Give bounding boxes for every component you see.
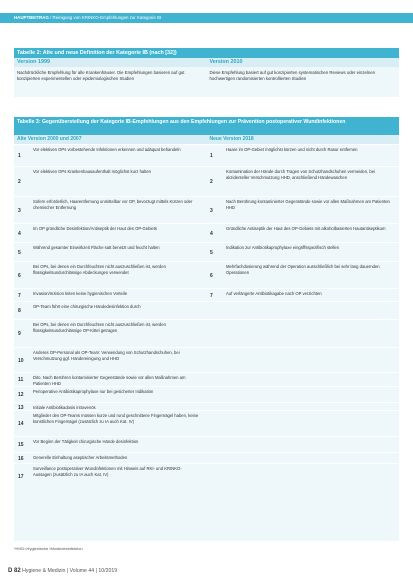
row-number-old: 6 xyxy=(18,272,21,279)
row-text-new: Haare im OP-Gebiet möglichst kürzen und nicht durch Rasur entfernen xyxy=(226,147,358,152)
row-text-old: Vor elektiven OPs vorbestehende Infektionen erkennen und adäquat behandeln xyxy=(33,147,181,152)
row-number-new: 4 xyxy=(210,230,213,237)
table-2-col-new: Version 2010 xyxy=(209,59,243,65)
table-row xyxy=(14,242,399,261)
table-2-title: Tabelle 2: Alte und neue Definition der Kategorie IB (nach [32]) xyxy=(14,48,399,58)
table-row xyxy=(14,347,399,372)
table-3-title: Tabelle 3: Gegenüberstellung der Kategorie IB-Empfehlungen aus den Empfehlungen zur Prävention postoperativer Wundinfektionen xyxy=(14,117,399,135)
table-3-header-row xyxy=(14,135,399,144)
row-text-old: Vor Beginn der Tätigkeit chirurgische Hände desinfektion xyxy=(33,439,139,444)
row-number-old: 17 xyxy=(18,474,24,480)
row-number-old: 5 xyxy=(18,249,21,256)
row-text-old: Vor elektiven OPs Krankenhausaufenthalt möglichst kurz halten xyxy=(33,169,152,174)
table-2 xyxy=(14,48,399,97)
row-text-old: Während gesamter Einwirkzeit Fläche satt benetzt und feucht halten xyxy=(33,245,160,250)
row-number-old: 8 xyxy=(18,308,21,314)
row-text-new xyxy=(226,348,396,350)
row-text-new xyxy=(226,453,396,455)
row-text-old: Dito. Nach Berühren kontaminierter Gegenstände sowie vor allen Maßnahmen am Patienten HHD xyxy=(33,375,186,387)
row-text-new xyxy=(226,373,396,375)
row-text-new xyxy=(226,411,396,413)
row-number-old: 14 xyxy=(18,421,24,427)
row-text-new: Gründliche Antiseptik der Haut des OP-Gebiets mit alkoholbasierten Hautantiseptikum xyxy=(226,226,386,231)
row-number-old: 13 xyxy=(18,405,24,411)
table-row xyxy=(14,463,399,489)
table-2-col-old: Version 1999 xyxy=(17,59,50,65)
table-3-col-new: Neue Version 2018 xyxy=(209,136,254,142)
row-text-new xyxy=(226,302,396,304)
row-number-new: 3 xyxy=(210,207,213,214)
row-number-new: 5 xyxy=(210,249,213,256)
table-row xyxy=(14,436,399,452)
row-text-old: Im OP gründliche Desinfektion/Antiseptik der Haut des OP-Gebiets xyxy=(33,226,157,231)
table-row xyxy=(14,223,399,242)
row-text-new: Nach Berührung kontaminierter Gegenstände sowie vor allen Maßnahmen am Patienten HHD xyxy=(226,199,390,211)
row-text-old: Perioperative Antibiotikaprophylaxe nur bei gesicherter Indikation xyxy=(33,389,154,394)
table-row xyxy=(14,261,399,288)
header-subtitle: / Reinigung von KRINKO-Empfehlungen zur Kategorie IB xyxy=(48,15,162,20)
row-text-new xyxy=(226,387,396,389)
row-number-old: 1 xyxy=(18,153,21,159)
row-text-old: Bei OPs, bei denen ein Durchfeuchten nicht auszuschließen ist, werden flüssigkeitsundurchlässige Abdeckungen verwendet xyxy=(33,264,166,276)
row-number-new: 1 xyxy=(210,153,213,159)
row-text-new xyxy=(226,403,396,405)
table-row xyxy=(14,410,399,436)
row-number-old: 9 xyxy=(18,331,21,337)
table-row xyxy=(14,196,399,223)
row-text-old: Bei OPs, bei denen ein Durchfeuchten nicht auszuschließen ist, werden flüssigkeitsundurchlässige OP-Kittel getragen xyxy=(33,322,166,334)
row-text-new xyxy=(226,437,396,439)
row-text-new: Kontamination der Hände durch Tragen von Schutzhandschuhen vermeiden, bei akzidenteller Verschmutzung HHD, anschließend Händewaschen xyxy=(226,169,375,181)
row-text-old: OP-Team führt eine chirurgische Händedesinfektion durch xyxy=(33,304,141,309)
row-text-new xyxy=(226,320,396,322)
table-row xyxy=(14,144,399,166)
row-text-old: Initiale Antibiotikadosis intravenös xyxy=(33,405,96,410)
table-row xyxy=(14,319,399,347)
row-text-old: Anderes OP-Personal als OP-Team: Verwendung von Schutzhandschuhen, bei Verschmutzung ggf. Händereinigung und HHD xyxy=(33,350,180,362)
table-row xyxy=(14,452,399,463)
row-text-old: Mitglieder des OP-Teams müssen kurze und rund geschnittene Fingernägel haben, keine künstlichen Fingernägel (zusätzlich zu IA auch Kat. IV) xyxy=(33,413,199,425)
table-row xyxy=(14,372,399,386)
row-text-old: Generelle Einhaltung aseptischer Arbeitsmethoden xyxy=(33,455,128,460)
table-row xyxy=(14,301,399,319)
journal-citation: Hygiene & Medizin | Volume 44 | 10/2019 xyxy=(22,568,118,574)
row-text-new xyxy=(226,464,396,466)
running-header xyxy=(0,13,413,23)
row-number-old: 15 xyxy=(18,442,24,448)
table-row xyxy=(14,386,399,402)
row-number-new: 6 xyxy=(210,272,213,279)
row-number-old: 11 xyxy=(18,377,24,383)
table-2-header-row xyxy=(14,58,399,67)
table-3-col-old: Alte Version 2000 und 2007 xyxy=(17,136,82,142)
running-header-text xyxy=(14,13,161,23)
row-number-old: 3 xyxy=(18,207,21,214)
row-text-old: Surveillance postoperativer Wundinfektionen mit Hinweis auf RKI- und KRINKO-Aussagen (zusätzlich zu IA auch Kat. IV) xyxy=(33,466,182,478)
row-text-old: Invasion/Inzision leiten keine hygienischen Vorteile xyxy=(33,291,128,296)
table-row xyxy=(14,288,399,301)
row-number-old: 12 xyxy=(18,392,24,398)
row-number-new: 7 xyxy=(210,292,213,299)
row-number-old: 7 xyxy=(18,292,21,299)
row-text-new: Auf verlängerte Antibiotikagabe nach OP verzichten xyxy=(226,291,322,296)
table-2-text-old: Nachdrückliche Empfehlung für alle Krankenhäuser. Die Empfehlungen basieren auf gut konzipierten experimentellen oder epidemiologischen Studien xyxy=(17,70,185,82)
table-2-body-row xyxy=(14,67,399,97)
row-text-new: Indikation zur Antibiotikaprophylaxe eingriffsspezifisch stellen xyxy=(226,245,340,250)
row-text-new: Mehrfachdosierung während der Operation ausschließlich bei sehr lang dauernden Operationen xyxy=(226,264,380,276)
row-text-old: Sofern erforderlich, Haarentfernung unmittelbar vor OP, bevorzugt mittels Kürzen oder chemischer Entfernung xyxy=(33,199,193,211)
page-footer xyxy=(8,568,117,574)
header-section: HAUPTBEITRAG xyxy=(14,15,49,20)
table-3-body xyxy=(14,144,399,541)
row-number-old: 10 xyxy=(18,357,24,364)
row-number-old: 4 xyxy=(18,230,21,237)
page-number: D 82 xyxy=(8,568,21,574)
table-2-text-new: Diese Empfehlung basiert auf gut konzipierten systematischen Reviews oder einzelnen hochwertigen randomisierten kontrollierten Studien xyxy=(209,70,376,82)
table-3 xyxy=(14,117,399,541)
row-number-old: 2 xyxy=(18,179,21,185)
row-number-new: 2 xyxy=(210,179,213,185)
table-row xyxy=(14,402,399,410)
row-number-old: 16 xyxy=(18,455,24,462)
table-row xyxy=(14,166,399,196)
table-footnote: *HHD=Hygienische Händedesinfektion xyxy=(14,546,83,551)
